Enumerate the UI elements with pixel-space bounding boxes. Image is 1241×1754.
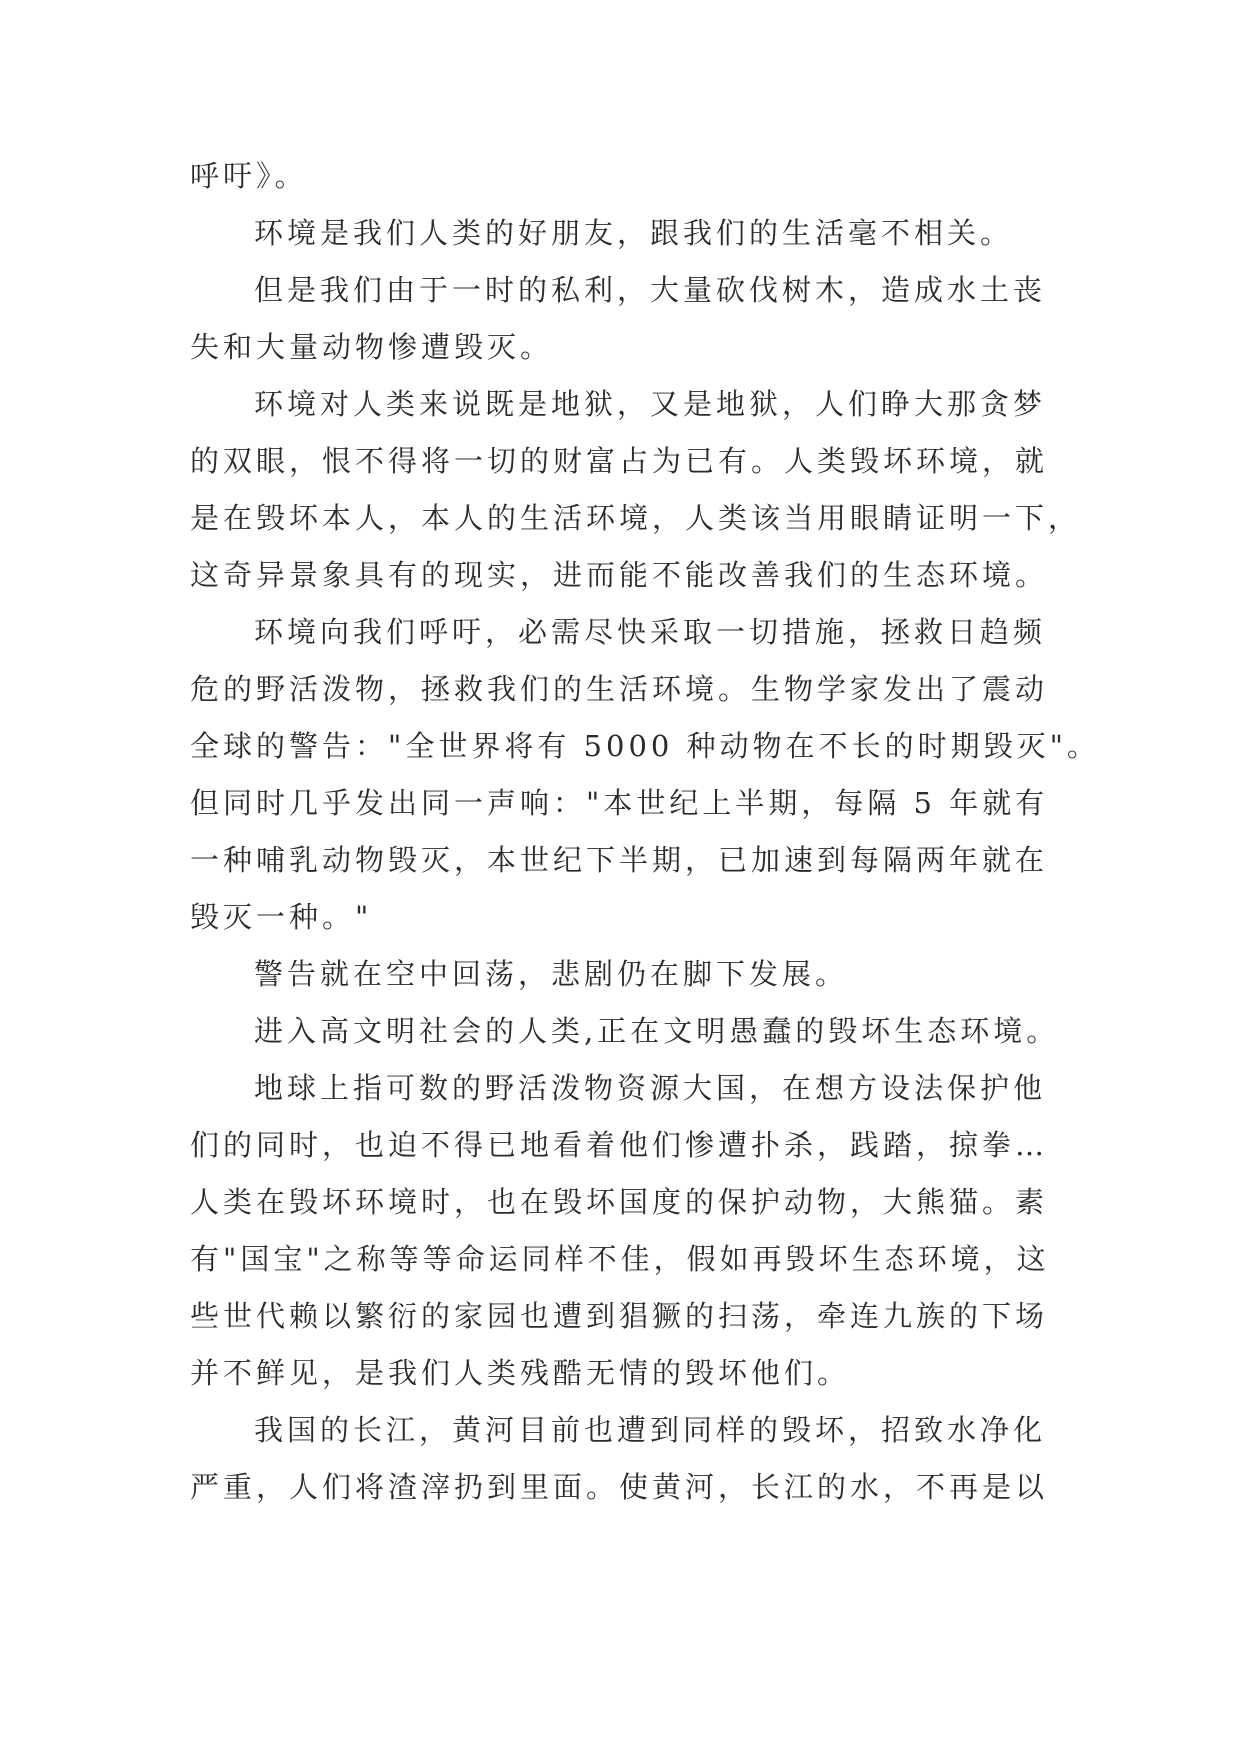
paragraph-line: 进入高文明社会的人类,正在文明愚蠢的毁坏生态环境。 [254, 1014, 1060, 1048]
text-line: 一种哺乳动物毁灭，本世纪下半期，已加速到每隔两年就在 [190, 843, 1049, 877]
text-line: 严重，人们将渣滓扔到里面。使黄河，长江的水，不再是以 [190, 1470, 1049, 1504]
text-line: 有"国宝"之称等等命运同样不佳，假如再毁坏生态环境，这 [190, 1242, 1050, 1276]
text-line: 们的同时，也迫不得已地看着他们惨遭扑杀，践踏，掠拳… [190, 1128, 1049, 1162]
text-line: 这奇异景象具有的现实，进而能不能改善我们的生态环境。 [190, 558, 1049, 592]
text-line: 呼吁》。 [190, 159, 308, 193]
body-text [190, 148, 1100, 1516]
text-line: 失和大量动物惨遭毁灭。 [190, 330, 554, 364]
text-line: 的双眼，恨不得将一切的财富占为已有。人类毁坏环境，就 [190, 444, 1049, 478]
paragraph-line: 警告就在空中回荡，悲剧仍在脚下发展。 [254, 957, 849, 991]
text-line: 并不鲜见，是我们人类残酷无情的毁坏他们。 [190, 1356, 851, 1390]
paragraph-line: 我国的长江，黄河目前也遭到同样的毁坏，招致水净化 [254, 1413, 1047, 1447]
paragraph-line: 环境是我们人类的好朋友，跟我们的生活毫不相关。 [254, 216, 1014, 250]
text-line: 些世代赖以繁衍的家园也遭到猖獗的扫荡，牵连九族的下场 [190, 1299, 1049, 1333]
text-line: 全球的警告："全世界将有 5000 种动物在不长的时期毁灭"。 [190, 729, 1100, 763]
text-line: 是在毁坏本人，本人的生活环境，人类该当用眼睛证明一下， [190, 501, 1082, 535]
text-line: 危的野活泼物，拯救我们的生活环境。生物学家发出了震动 [190, 672, 1049, 706]
paragraph-line: 环境向我们呼吁，必需尽快采取一切措施，拯救日趋频 [254, 615, 1047, 649]
paragraph-line: 环境对人类来说既是地狱，又是地狱，人们睁大那贪梦 [254, 387, 1047, 421]
paragraph-line: 地球上指可数的野活泼物资源大国，在想方设法保护他 [254, 1071, 1047, 1105]
text-line: 毁灭一种。" [190, 900, 373, 934]
paragraph-line: 但是我们由于一时的私利，大量砍伐树木，造成水土丧 [254, 273, 1047, 307]
text-line: 人类在毁坏环境时，也在毁坏国度的保护动物，大熊猫。素 [190, 1185, 1049, 1219]
text-line: 但同时几乎发出同一声响："本世纪上半期，每隔 5 年就有 [190, 786, 1049, 820]
